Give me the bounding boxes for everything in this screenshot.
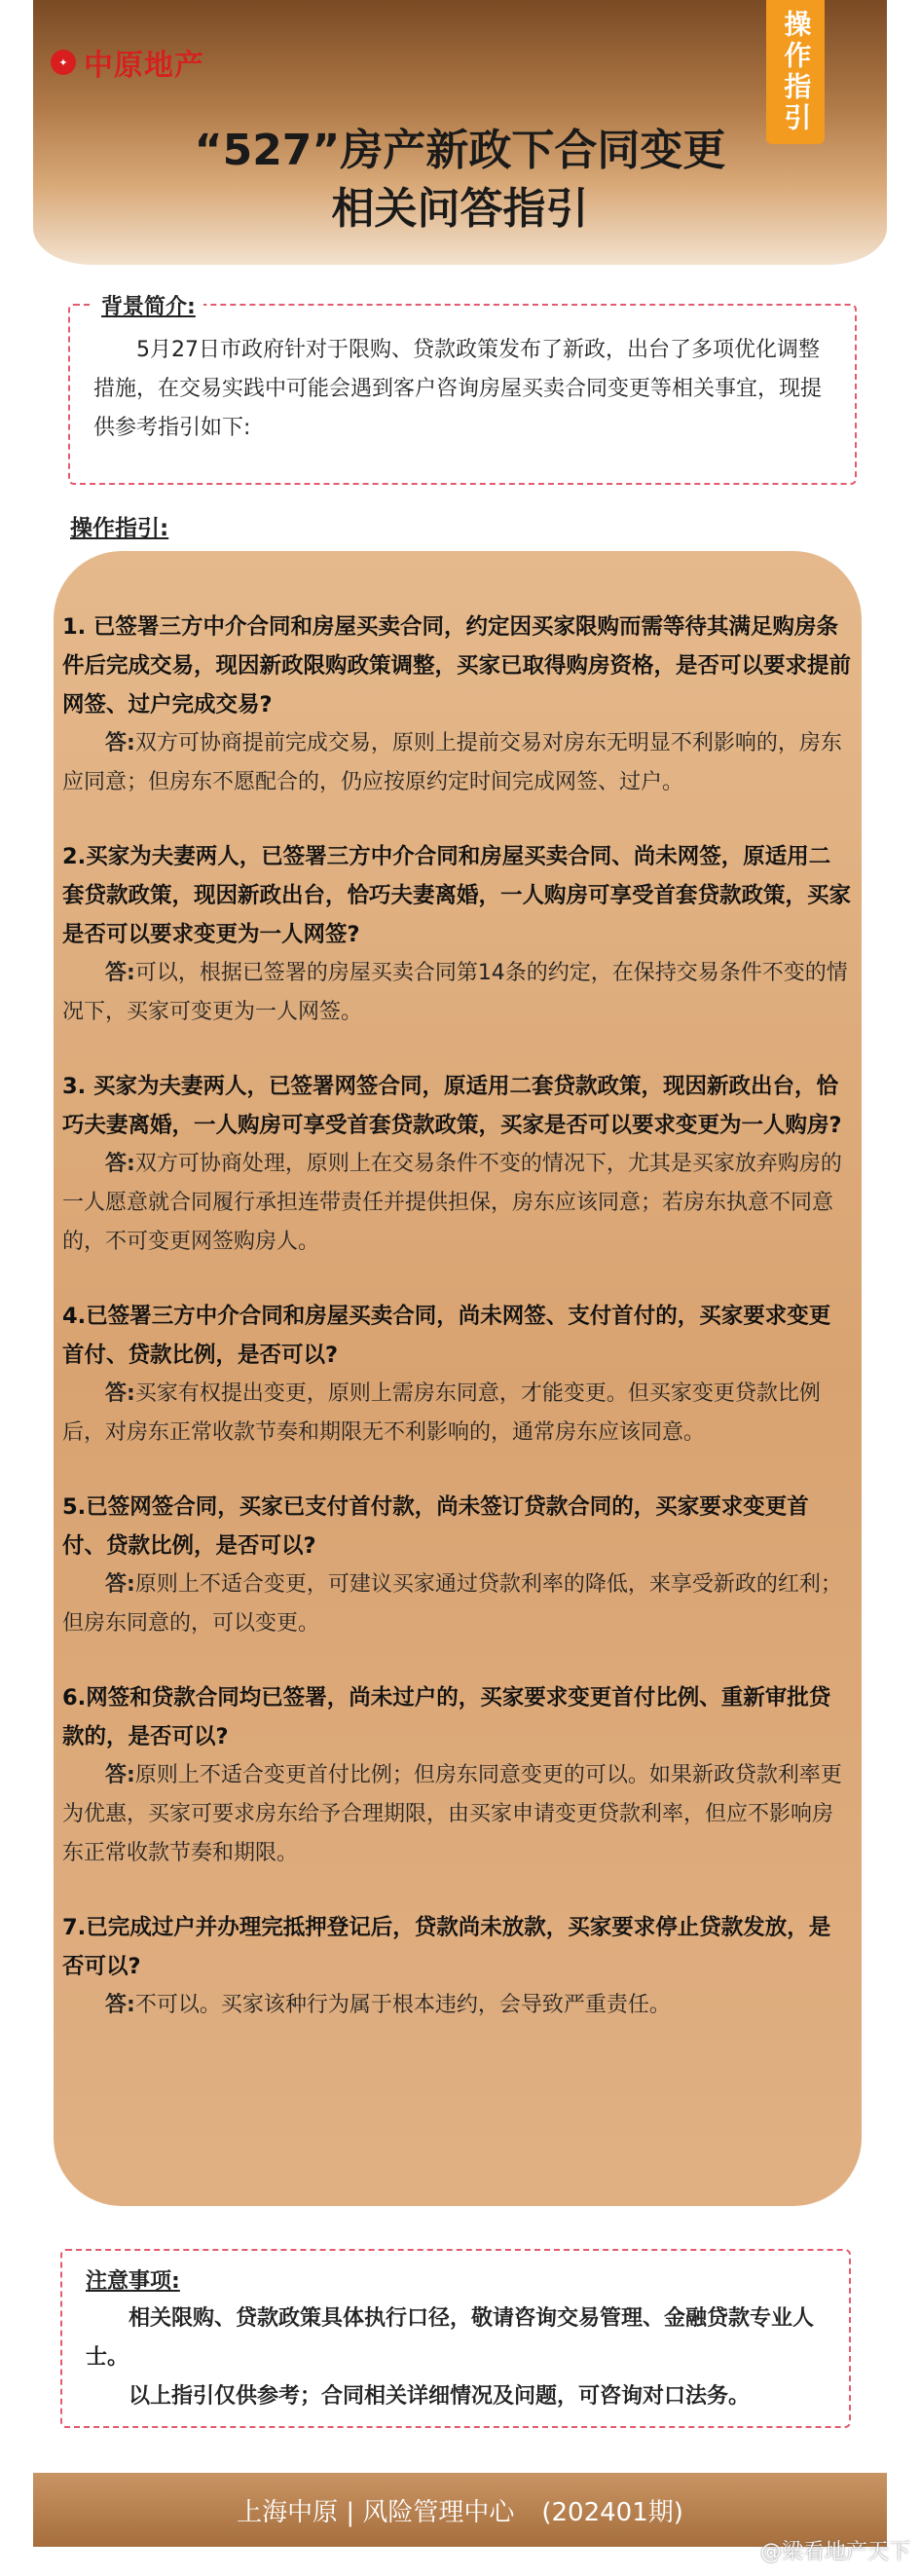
company-logo xyxy=(51,41,204,84)
qa-item xyxy=(62,1067,851,1262)
footer-org: 上海中原 | 风险管理中心 xyxy=(237,2497,515,2527)
footer-bar xyxy=(33,2473,887,2547)
background-label: 背景简介: xyxy=(93,290,203,320)
question: 7.已完成过户并办理完抵押登记后，贷款尚未放款，买家要求停止贷款发放，是否可以? xyxy=(62,1915,831,1979)
question: 2.买家为夫妻两人，已签署三方中介合同和房屋买卖合同、尚未网签，原适用二套贷款政策，现因新政出台，恰巧夫妻离婚，一人购房可享受首套贷款政策，买家是否可以要求变更为一人网签? xyxy=(62,844,852,947)
qa-item xyxy=(62,1678,851,1873)
question: 4.已签署三方中介合同和房屋买卖合同，尚未网签、支付首付的，买家要求变更首付、贷款比例，是否可以? xyxy=(62,1304,831,1368)
answer xyxy=(62,724,851,802)
answer-text: 原则上不适合变更首付比例；但房东同意变更的可以。如果新政贷款利率更为优惠，买家可要求房东给予合理期限，由买家申请变更贷款利率，但应不影响房东正常收款节奏和期限。 xyxy=(62,1763,842,1865)
answer-text: 双方可协商处理，原则上在交易条件不变的情况下，尤其是买家放弃购房的一人愿意就合同履行承担连带责任并提供担保，房东应该同意；若房东执意不同意的，不可变更网签购房人。 xyxy=(62,1152,842,1254)
logo-text: 中原地产 xyxy=(84,49,204,83)
answer xyxy=(62,1756,851,1873)
answer xyxy=(62,1565,851,1643)
answer-label: 答: xyxy=(105,1152,135,1176)
answer xyxy=(62,954,851,1032)
background-text: 5月27日市政府针对于限购、贷款政策发布了新政，出台了多项优化调整措施，在交易实践中可能会遇到客户咨询房屋买卖合同变更等相关事宜，现提供参考指引如下: xyxy=(93,338,823,440)
question: 6.网签和贷款合同均已签署，尚未过户的，买家要求变更首付比例、重新审批贷款的，是否可以? xyxy=(62,1685,831,1749)
notes-line: 以上指引仅供参考；合同相关详细情况及问题，可咨询对口法务。 xyxy=(129,2384,751,2409)
answer-label: 答: xyxy=(105,1993,135,2017)
page-title-line1: “527”房产新政下合同变更 xyxy=(194,126,726,175)
answer xyxy=(62,1986,851,2025)
answer-text: 不可以。买家该种行为属于根本违约，会导致严重责任。 xyxy=(134,1993,671,2017)
answer-text: 双方可协商提前完成交易，原则上提前交易对房东无明显不利影响的，房东应同意；但房东不愿配合的，仍应按原约定时间完成网签、过户。 xyxy=(62,731,842,794)
answer xyxy=(62,1145,851,1262)
notes-label: 注意事项: xyxy=(86,2269,180,2294)
answer-label: 答: xyxy=(105,1572,135,1597)
qa-item xyxy=(62,607,851,802)
answer-label: 答: xyxy=(105,731,135,755)
footer-issue: (202401期) xyxy=(541,2497,683,2527)
question: 1. 已签署三方中介合同和房屋买卖合同，约定因买家限购而需等待其满足购房条件后完成交易，现因新政限购政策调整，买家已取得购房资格，是否可以要求提前网签、过户完成交易? xyxy=(62,614,852,718)
qa-item xyxy=(62,1908,851,2025)
page-title-line2: 相关问答指引 xyxy=(331,184,589,234)
guide-label: 操作指引: xyxy=(70,516,169,541)
answer-text: 买家有权提出变更，原则上需房东同意，才能变更。但买家变更贷款比例后，对房东正常收款节奏和期限无不利影响的，通常房东应该同意。 xyxy=(62,1381,821,1445)
logo-mark-icon: ✦ xyxy=(51,50,76,75)
answer-label: 答: xyxy=(105,961,135,985)
qa-item xyxy=(62,837,851,1032)
question: 5.已签网签合同，买家已支付首付款，尚未签订贷款合同的，买家要求变更首付、贷款比例，是否可以? xyxy=(62,1494,809,1559)
qa-list xyxy=(62,607,851,2060)
qa-item xyxy=(62,1297,851,1453)
answer-text: 原则上不适合变更，可建议买家通过贷款利率的降低，来享受新政的红利；但房东同意的，可以变更。 xyxy=(62,1572,842,1636)
answer-label: 答: xyxy=(105,1763,135,1787)
guide-tag: 操作指引 xyxy=(766,0,825,144)
qa-item xyxy=(62,1488,851,1643)
answer-label: 答: xyxy=(105,1381,135,1406)
notes-body xyxy=(86,2300,835,2416)
notes-line: 相关限购、贷款政策具体执行口径，敬请咨询交易管理、金融贷款专业人士。 xyxy=(86,2306,815,2370)
answer-text: 可以，根据已签署的房屋买卖合同第14条的约定，在保持交易条件不变的情况下，买家可变更为一人网签。 xyxy=(62,961,848,1024)
question: 3. 买家为夫妻两人，已签署网签合同，原适用二套贷款政策，现因新政出台，恰巧夫妻离婚，一人购房可享受首套贷款政策，买家是否可以要求变更为一人购房? xyxy=(62,1074,842,1138)
watermark: @梁看地产天下 xyxy=(759,2540,910,2564)
answer xyxy=(62,1375,851,1453)
